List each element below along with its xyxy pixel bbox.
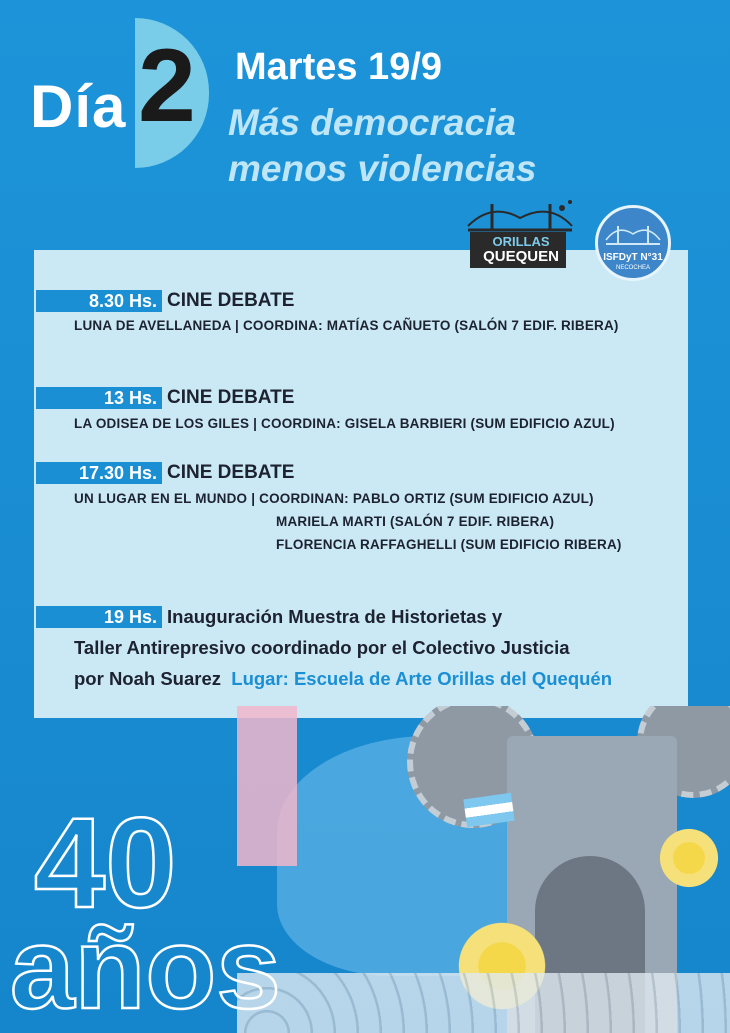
anniversary-number: 40 — [34, 792, 177, 935]
isfd-bridge-icon — [598, 212, 668, 252]
bridge-icon — [462, 196, 580, 236]
event-venue: Lugar: Escuela de Arte Orillas del Quequén — [231, 668, 613, 689]
day-label: Día — [30, 73, 127, 140]
isfd-logo-subtext: NECOCHEA — [615, 265, 650, 271]
event-time: 8.30 Hs. — [36, 290, 162, 312]
event-detail: MARIELA MARTI (SALÓN 7 EDIF. RIBERA) — [276, 514, 555, 529]
event-time: 19 Hs. — [36, 606, 162, 628]
event-organizer: por Noah Suarez — [74, 668, 221, 689]
isfd-logo-text: ISFDyT N°31 — [603, 252, 663, 263]
event-detail: UN LUGAR EN EL MUNDO | COORDINAN: PABLO ORTIZ (SUM EDIFICIO AZUL) — [74, 491, 594, 506]
slogan-line-1: Más democracia — [228, 102, 516, 143]
day-number: 2 — [138, 28, 196, 144]
event-description: Taller Antirepresivo coordinado por el Colectivo Justicia — [74, 637, 570, 658]
event-title: CINE DEBATE — [167, 387, 295, 408]
event-detail: FLORENCIA RAFFAGHELLI (SUM EDIFICIO RIBERA) — [276, 537, 622, 552]
slogan — [228, 100, 536, 192]
collage-illustration — [237, 706, 730, 1033]
event-time: 13 Hs. — [36, 387, 162, 409]
slogan-line-2: menos violencias — [228, 148, 537, 189]
orillas-quequen-logo — [462, 196, 580, 280]
event-detail: LUNA DE AVELLANEDA | COORDINA: MATÍAS CAÑUETO (SALÓN 7 EDIF. RIBERA) — [74, 318, 619, 333]
clouds-decoration — [237, 973, 730, 1033]
orillas-logo-text-2: QUEQUEN — [483, 248, 559, 265]
pink-paper-decoration — [237, 706, 297, 866]
event-time: 17.30 Hs. — [36, 462, 162, 484]
event-description-last — [74, 668, 612, 690]
event-title: CINE DEBATE — [167, 290, 295, 311]
anniversary-word: años — [10, 903, 281, 1033]
orillas-logo-text-1: ORILLAS — [492, 234, 550, 249]
event-date: Martes 19/9 — [235, 46, 443, 88]
event-title: CINE DEBATE — [167, 462, 295, 483]
event-title: Inauguración Muestra de Historietas y — [167, 606, 503, 627]
sun-icon — [652, 821, 726, 895]
isfd-logo — [595, 205, 671, 281]
event-detail: LA ODISEA DE LOS GILES | COORDINA: GISELA BARBIERI (SUM EDIFICIO AZUL) — [74, 416, 615, 431]
